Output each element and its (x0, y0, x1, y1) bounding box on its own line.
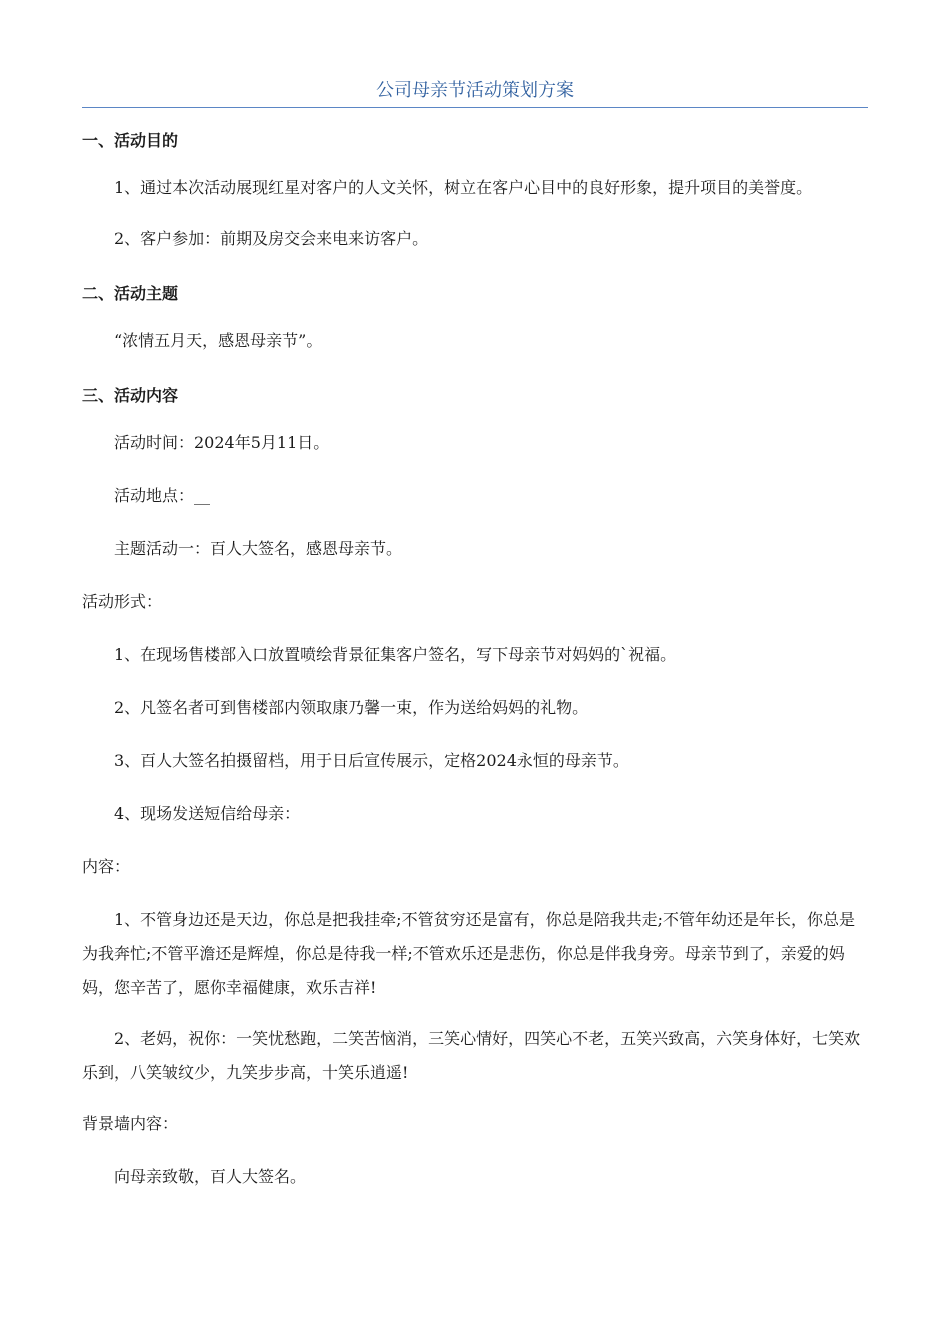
paragraph: 主题活动一：百人大签名，感恩母亲节。 (114, 539, 403, 558)
paragraph: “浓情五月天，感恩母亲节”。 (114, 331, 323, 350)
paragraph: 1、在现场售楼部入口放置喷绘背景征集客户签名，写下母亲节对妈妈的`祝福。 (114, 645, 677, 664)
paragraph: 2、老妈，祝你：一笑忧愁跑，二笑苦恼消，三笑心情好，四笑心不老，五笑兴致高，六笑身体好，七笑欢乐到，八笑皱纹少，九笑步步高，十笑乐逍遥! (82, 1029, 861, 1082)
paragraph: 向母亲致敬，百人大签名。 (114, 1167, 307, 1186)
paragraph: 1、不管身边还是天边，你总是把我挂牵;不管贫穷还是富有，你总是陪我共走;不管年幼还是年长，你总是为我奔忙;不管平澹还是辉煌，你总是待我一样;不管欢乐还是悲伤，你总是伴我身旁。母亲节到了，亲爱的妈妈，您辛苦了，愿你幸福健康，欢乐吉祥! (82, 910, 855, 997)
paragraph: 活动形式： (82, 592, 163, 611)
document-title: 公司母亲节活动策划方案 (82, 78, 868, 108)
paragraph: 内容： (82, 857, 131, 876)
paragraph: 4、现场发送短信给母亲： (114, 804, 301, 823)
paragraph: 2、客户参加：前期及房交会来电来访客户。 (114, 229, 429, 248)
document-page (82, 78, 868, 1194)
paragraph: 背景墙内容： (82, 1114, 179, 1133)
paragraph: 活动地点：__ (114, 486, 211, 505)
section-heading-purpose: 一、活动目的 (82, 131, 179, 150)
paragraph: 1、通过本次活动展现红星对客户的人文关怀，树立在客户心目中的良好形象，提升项目的美誉度。 (114, 178, 813, 197)
paragraph: 2、凡签名者可到售楼部内领取康乃馨一束，作为送给妈妈的礼物。 (114, 698, 589, 717)
paragraph: 3、百人大签名拍摄留档，用于日后宣传展示，定格2024永恒的母亲节。 (114, 751, 629, 770)
section-heading-content: 三、活动内容 (82, 386, 179, 405)
paragraph: 活动时间：2024年5月11日。 (114, 433, 330, 452)
section-heading-theme: 二、活动主题 (82, 284, 179, 303)
